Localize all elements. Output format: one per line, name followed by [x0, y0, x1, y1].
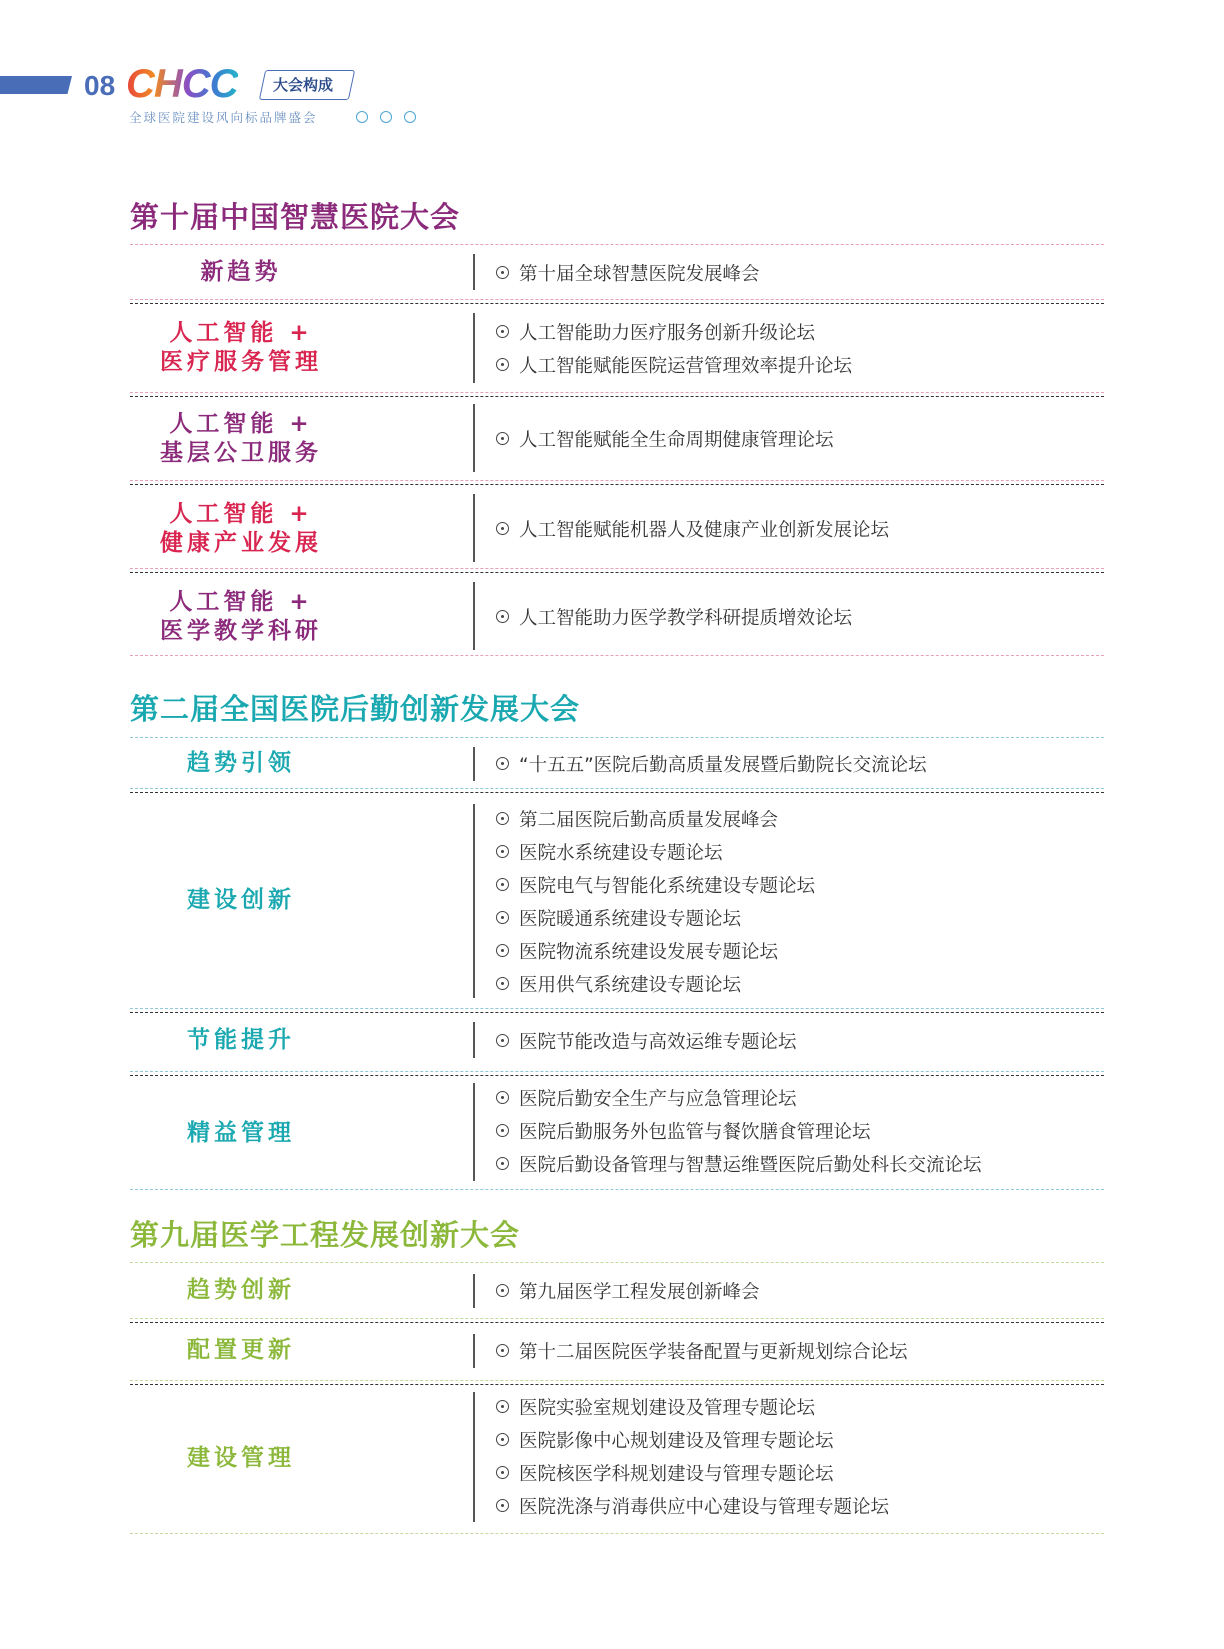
vertical-separator	[473, 747, 475, 781]
divider	[130, 788, 1104, 793]
forum-name: 医院影像中心规划建设及管理专题论坛	[519, 1430, 834, 1452]
forum-name: 人工智能助力医学教学科研提质增效论坛	[519, 607, 853, 629]
row-label	[130, 1336, 352, 1365]
circle-icon	[380, 111, 392, 123]
forum-name: 医院水系统建设专题论坛	[519, 842, 723, 864]
row-label	[130, 319, 352, 377]
bullet-icon	[496, 878, 509, 891]
vertical-separator	[473, 313, 475, 383]
forum-item	[496, 835, 815, 868]
forum-name: 医院洗涤与消毒供应中心建设与管理专题论坛	[519, 1496, 890, 1518]
forum-item	[496, 1456, 889, 1489]
conference-row	[130, 305, 1104, 391]
forum-item	[496, 512, 889, 545]
divider	[130, 568, 1104, 573]
bullet-icon	[496, 845, 509, 858]
forum-name: 第十届全球智慧医院发展峰会	[519, 263, 760, 285]
forum-name: 医院实验室规划建设及管理专题论坛	[519, 1397, 816, 1419]
bullet-icon	[496, 432, 509, 445]
row-label	[130, 886, 352, 915]
row-label	[130, 410, 352, 468]
vertical-separator	[473, 582, 475, 650]
forum-list	[496, 512, 889, 545]
forum-name: 医院后勤安全生产与应急管理论坛	[519, 1088, 797, 1110]
bullet-icon	[496, 522, 509, 535]
bullet-icon	[496, 1499, 509, 1512]
row-label-line: 建设管理	[187, 1445, 295, 1471]
divider	[130, 737, 1104, 738]
bullet-icon	[496, 944, 509, 957]
forum-list	[496, 600, 852, 633]
forum-item	[496, 802, 815, 835]
forum-item	[496, 1274, 760, 1307]
forum-item	[496, 901, 815, 934]
divider	[130, 392, 1104, 397]
vertical-separator	[473, 254, 475, 290]
forum-list	[496, 1390, 889, 1522]
forum-item	[496, 422, 834, 455]
forum-list	[496, 1024, 797, 1057]
circle-icon	[356, 111, 368, 123]
vertical-separator	[473, 804, 475, 998]
row-label-line: 节能提升	[187, 1027, 295, 1053]
divider	[130, 1318, 1104, 1323]
conference-row	[130, 794, 1104, 1002]
forum-list	[496, 1081, 982, 1180]
forum-list	[496, 802, 815, 1000]
row-label-line: 配置更新	[187, 1337, 295, 1363]
forum-item	[496, 747, 927, 780]
bullet-icon	[496, 1091, 509, 1104]
forum-name: 人工智能赋能机器人及健康产业创新发展论坛	[519, 519, 890, 541]
page-number: 08	[84, 70, 116, 101]
divider	[130, 1533, 1104, 1534]
bullet-icon	[496, 1124, 509, 1137]
vertical-separator	[473, 1083, 475, 1181]
forum-item	[496, 868, 815, 901]
vertical-separator	[473, 494, 475, 562]
forum-name: 医院物流系统建设发展专题论坛	[519, 941, 779, 963]
conference-row	[130, 1077, 1104, 1185]
divider	[130, 1380, 1104, 1385]
conference-row	[130, 741, 1104, 787]
forum-name: 人工智能赋能全生命周期健康管理论坛	[519, 429, 834, 451]
bullet-icon	[496, 358, 509, 371]
forum-item	[496, 1114, 982, 1147]
forum-list	[496, 422, 834, 455]
row-label-line: 医疗服务管理	[160, 349, 322, 375]
forum-list	[496, 1274, 760, 1307]
forum-name: 医院暖通系统建设专题论坛	[519, 908, 742, 930]
forum-item	[496, 1147, 982, 1180]
bullet-icon	[496, 1344, 509, 1357]
row-label-line: 精益管理	[187, 1120, 295, 1146]
divider	[130, 1262, 1104, 1263]
row-label-line: 基层公卫服务	[160, 440, 322, 466]
forum-name: 医院电气与智能化系统建设专题论坛	[519, 875, 816, 897]
forum-name: 医院后勤设备管理与智慧运维暨医院后勤处科长交流论坛	[519, 1154, 982, 1176]
row-label-line: 趋势引领	[187, 750, 295, 776]
conference-row	[130, 1324, 1104, 1378]
bullet-icon	[496, 812, 509, 825]
forum-list	[496, 315, 852, 381]
forum-name: 第九届医学工程发展创新峰会	[519, 1281, 760, 1303]
row-label	[130, 1276, 352, 1305]
bullet-icon	[496, 911, 509, 924]
conference-row	[130, 398, 1104, 478]
section-title: 第二届全国医院后勤创新发展大会	[130, 692, 581, 726]
header-accent-bar	[0, 76, 72, 94]
forum-list	[496, 1334, 908, 1367]
divider	[130, 1008, 1104, 1013]
row-label-line: 医学教学科研	[160, 618, 322, 644]
row-label-line: 人工智能 +	[169, 589, 313, 615]
vertical-separator	[473, 404, 475, 472]
bullet-icon	[496, 977, 509, 990]
chcc-logo: CHCC	[126, 62, 238, 106]
row-label	[130, 1026, 352, 1055]
bullet-icon	[496, 325, 509, 338]
divider	[130, 244, 1104, 245]
divider	[130, 1189, 1104, 1190]
forum-item	[496, 348, 852, 381]
forum-name: 第二届医院后勤高质量发展峰会	[519, 809, 779, 831]
vertical-separator	[473, 1274, 475, 1308]
bullet-icon	[496, 266, 509, 279]
conference-row	[130, 574, 1104, 654]
section-title: 第十届中国智慧医院大会	[130, 200, 461, 234]
section-title: 第九届医学工程发展创新大会	[130, 1218, 521, 1252]
bullet-icon	[496, 757, 509, 770]
conference-row	[130, 486, 1104, 568]
forum-name: 医院后勤服务外包监管与餐饮膳食管理论坛	[519, 1121, 871, 1143]
row-label	[130, 1119, 352, 1148]
forum-item	[496, 1334, 908, 1367]
bullet-icon	[496, 1433, 509, 1446]
forum-list	[496, 747, 927, 780]
bullet-icon	[496, 1400, 509, 1413]
row-label-line: 人工智能 +	[169, 501, 313, 527]
forum-item	[496, 1081, 982, 1114]
forum-name: “十五五”医院后勤高质量发展暨后勤院长交流论坛	[519, 754, 927, 776]
vertical-separator	[473, 1392, 475, 1522]
row-label-line: 新趋势	[200, 259, 282, 285]
row-label	[130, 1444, 352, 1473]
forum-item	[496, 1024, 797, 1057]
forum-item	[496, 934, 815, 967]
header-tag: 大会构成	[273, 76, 334, 94]
conference-row	[130, 1014, 1104, 1066]
header-subtitle: 全球医院建设风向标品牌盛会	[129, 110, 318, 125]
circle-icon	[404, 111, 416, 123]
row-label-line: 人工智能 +	[169, 320, 313, 346]
row-label	[130, 258, 352, 287]
forum-name: 医院核医学科规划建设与管理专题论坛	[519, 1463, 834, 1485]
forum-item	[496, 967, 815, 1000]
bullet-icon	[496, 1034, 509, 1047]
forum-name: 医用供气系统建设专题论坛	[519, 974, 742, 996]
divider	[130, 1071, 1104, 1076]
forum-item	[496, 315, 852, 348]
forum-name: 人工智能赋能医院运营管理效率提升论坛	[519, 355, 853, 377]
forum-list	[496, 256, 760, 289]
header-decorative-dots	[356, 111, 416, 123]
forum-item	[496, 600, 852, 633]
conference-row	[130, 1266, 1104, 1316]
bullet-icon	[496, 1466, 509, 1479]
vertical-separator	[473, 1022, 475, 1058]
bullet-icon	[496, 1284, 509, 1297]
forum-item	[496, 1489, 889, 1522]
row-label-line: 建设创新	[187, 887, 295, 913]
vertical-separator	[473, 1334, 475, 1368]
forum-item	[496, 256, 760, 289]
divider	[130, 299, 1104, 304]
row-label	[130, 588, 352, 646]
conference-row	[130, 1386, 1104, 1528]
row-label	[130, 749, 352, 778]
row-label-line: 趋势创新	[187, 1277, 295, 1303]
forum-item	[496, 1390, 889, 1423]
divider	[130, 655, 1104, 656]
row-label-line: 人工智能 +	[169, 411, 313, 437]
bullet-icon	[496, 1157, 509, 1170]
divider	[130, 480, 1104, 485]
row-label	[130, 500, 352, 558]
bullet-icon	[496, 610, 509, 623]
forum-name: 第十二届医院医学装备配置与更新规划综合论坛	[519, 1341, 908, 1363]
forum-name: 医院节能改造与高效运维专题论坛	[519, 1031, 797, 1053]
row-label-line: 健康产业发展	[160, 530, 322, 556]
forum-name: 人工智能助力医疗服务创新升级论坛	[519, 322, 816, 344]
conference-row	[130, 248, 1104, 298]
forum-item	[496, 1423, 889, 1456]
